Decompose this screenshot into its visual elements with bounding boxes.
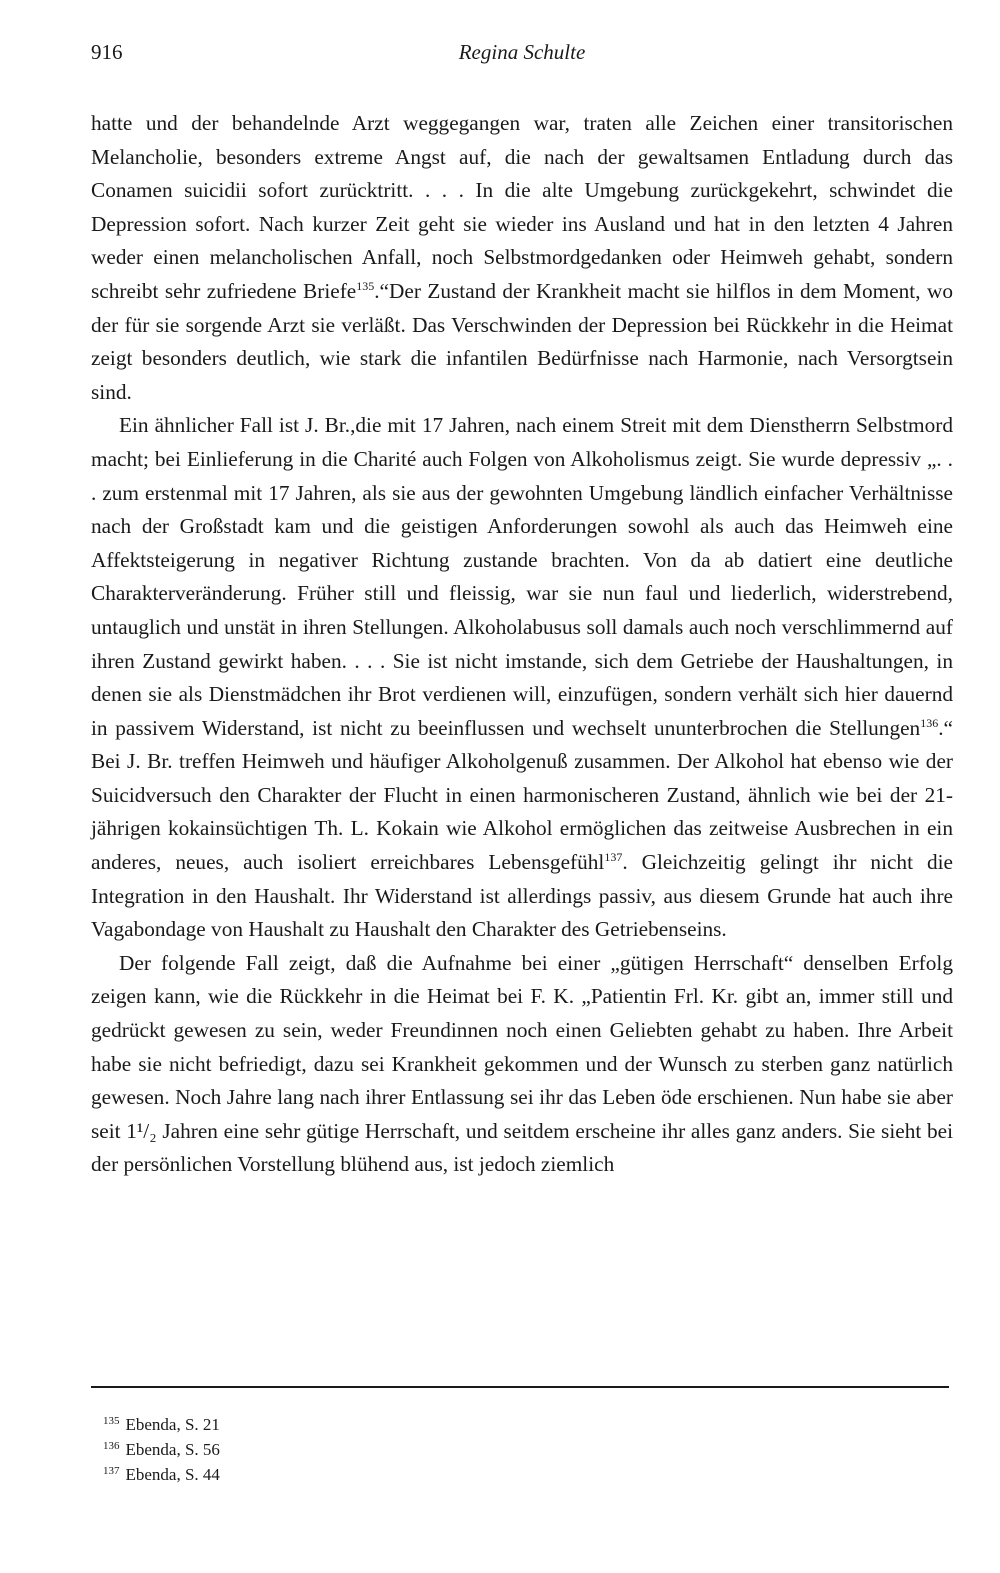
footnote-number: 135 (103, 1415, 120, 1427)
footnote-ref-136[interactable]: 136 (920, 715, 939, 730)
footnote-text: Ebenda, S. 56 (125, 1440, 220, 1459)
footnote-text: Ebenda, S. 21 (125, 1415, 220, 1434)
footnote-ref-135[interactable]: 135 (356, 278, 375, 293)
running-head (91, 40, 953, 74)
paragraph-3 (91, 947, 953, 1182)
footnote-item (103, 1437, 503, 1462)
footnote-number: 136 (103, 1440, 120, 1452)
paragraph-2 (91, 409, 953, 947)
footnote-number: 137 (103, 1465, 120, 1477)
paragraph-2-text-a: Ein ähnlicher Fall ist J. Br.,die mit 17 Jahren, nach einem Streit mit dem Dienstherrn Selbstmord macht; bei Einlieferung in die Charité auch Folgen von Alkoholismus zeigt. Sie wurde depressiv „. . . zum erstenmal mit 17 Jahren, als sie aus der gewohnten Umgebung ländlich einfacher Verhältnisse nach der Großstadt kam und die geistigen Anforderungen sowohl als auch das Heimweh eine Affektsteigerung in negativer Richtung zustande brachten. Von da ab datiert eine deutliche Charakterveränderung. Früher still und fleissig, war sie nun faul und liederlich, widerstrebend, untauglich und unstät in ihren Stellungen. Alkoholabusus soll damals auch noch verschlimmernd auf ihren Zustand gewirkt haben. . . . Sie ist nicht imstande, sich dem Getriebe der Haushaltungen, in denen sie als Dienstmädchen ihr Brot verdienen will, einzufügen, sondern verhält sich hier dauernd in passivem Widerstand, ist nicht zu beeinflussen und wechselt ununterbrochen die Stellungen (91, 413, 953, 740)
page-number: 916 (91, 40, 123, 64)
paragraph-1-text-b: .“Der Zustand der Krankheit macht sie hilflos in dem Moment, wo der für sie sorgende Arzt sie verläßt. Das Verschwinden der Depression bei Rückkehr in die Heimat zeigt besonders deutlich, wie stark die infantilen Bedürfnisse nach Harmonie, nach Versorgtsein sind. (91, 278, 953, 404)
footnote-text: Ebenda, S. 44 (125, 1465, 220, 1484)
footnote-item (103, 1462, 503, 1487)
paragraph-2-text-c: . Gleichzeitig gelingt ihr nicht die Integration in den Haushalt. Ihr Widerstand ist allerdings passiv, aus diesem Grunde hat auch ihre Vagabondage von Haushalt zu Haushalt den Charakter des Getriebenseins. (91, 850, 953, 942)
paragraph-1-text-a: hatte und der behandelnde Arzt weggegangen war, traten alle Zeichen einer transitorischen Melancholie, besonders extreme Angst auf, die nach der gewaltsamen Entladung durch das Conamen suicidii sofort zurücktritt. . . . In die alte Umgebung zurückgekehrt, schwindet die Depression sofort. Nach kurzer Zeit geht sie wieder ins Ausland und hat in den letzten 4 Jahren weder einen melancholischen Anfall, noch Selbstmordgedanken oder Heimweh gehabt, sondern schreibt sehr zufriedene Briefe (91, 111, 953, 303)
paragraph-3-text-a: Der folgende Fall zeigt, daß die Aufnahme bei einer „gütigen Herrschaft“ denselben Erfolg zeigen kann, wie die Rückkehr in die Heimat bei F. K. „Patientin Frl. Kr. gibt an, immer still und gedrückt gewesen zu sein, weder Freundinnen noch einen Geliebten gehabt zu haben. Ihre Arbeit habe sie nicht befriedigt, dazu sei Krankheit gekommen und der Wunsch zu sterben ganz natürlich gewesen. Noch Jahre lang nach ihrer Entlassung sei ihr das Leben öde erschienen. Nun habe sie aber seit 1¹/₂ Jahren eine sehr gütige Herrschaft, und seitdem erscheine ihr alles ganz anders. Sie sieht bei der persönlichen Vorstellung blühend aus, ist jedoch ziemlich (91, 950, 953, 1177)
running-head-author: Regina Schulte (458, 40, 586, 64)
footnote-item (103, 1412, 503, 1437)
footnotes (103, 1412, 503, 1487)
main-text (91, 107, 953, 1182)
footnote-ref-137[interactable]: 137 (604, 850, 623, 865)
paragraph-2-text-b: .“ Bei J. Br. treffen Heimweh und häufiger Alkoholgenuß zusammen. Der Alkohol hat ebenso wie der Suicidversuch den Charakter der Flucht in einen harmonischeren Zustand, ähnlich wie bei der 21-jährigen kokainsüchtigen Th. L. Kokain wie Alkohol ermöglichen das zeitweise Ausbrechen in ein anderes, neues, auch isoliert erreichbares Lebensgefühl (91, 715, 953, 875)
paragraph-1 (91, 107, 953, 409)
footnote-divider (91, 1386, 949, 1388)
